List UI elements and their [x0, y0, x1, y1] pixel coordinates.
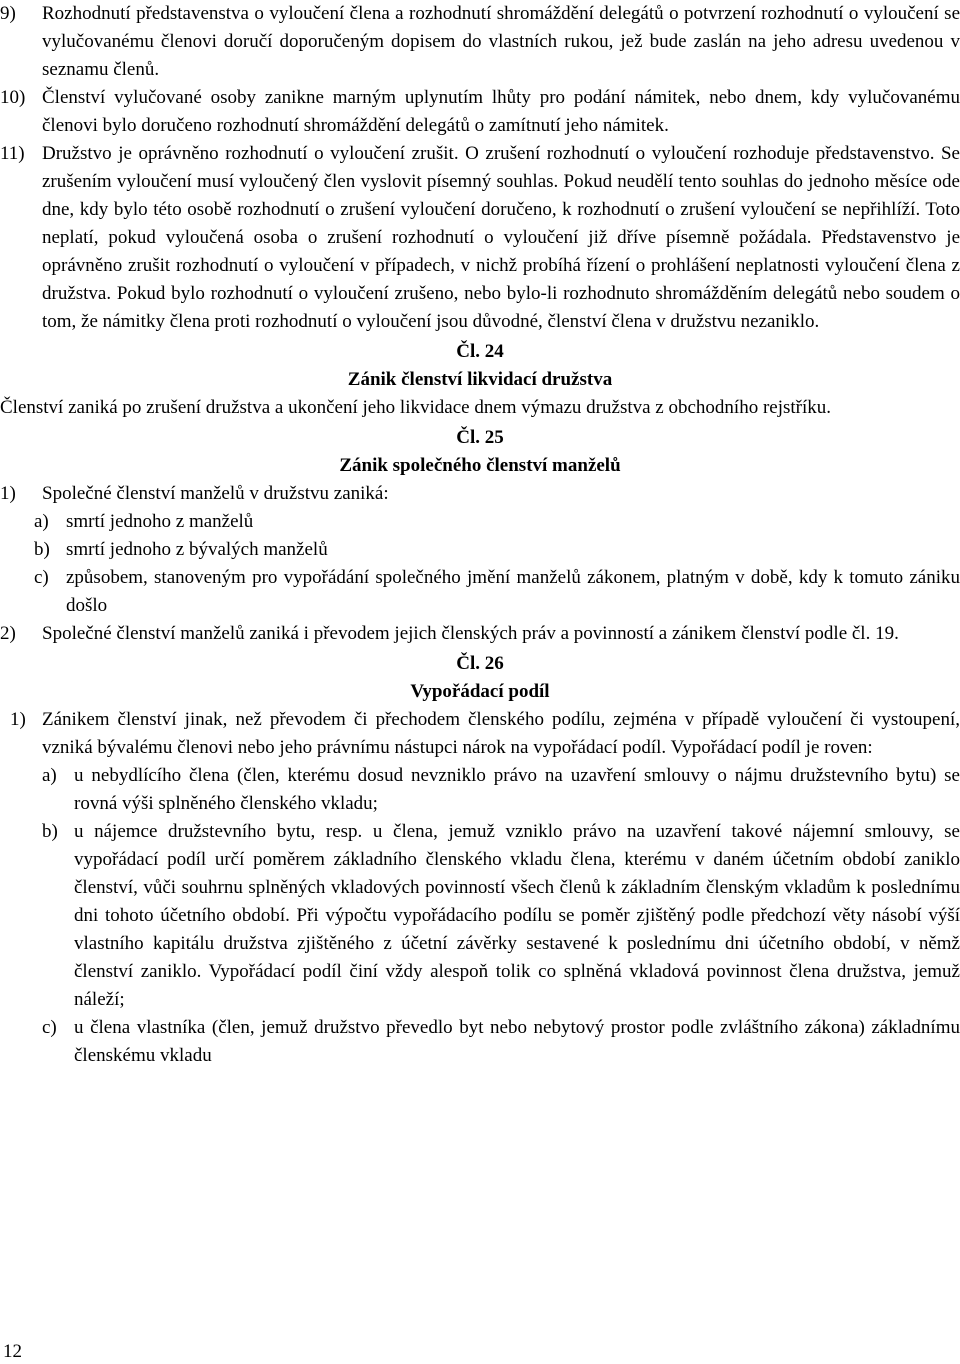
- article-25-number: Čl. 25: [456, 427, 504, 448]
- sub-text: u nebydlícího člena (člen, kterému dosud nevzniklo právo na uzavření smlouvy o nájmu družstevního bytu) se rovná výši splněného členského vkladu;: [74, 765, 960, 814]
- sub-text: smrtí jednoho z manželů: [66, 511, 254, 532]
- item-text: Členství vylučované osoby zanikne marným uplynutím lhůty pro podání námitek, nebo dnem, kdy vylučovanému členovi bylo doručeno rozhodnutí shromáždění delegátů o zamítnutí jeho námitek.: [42, 87, 960, 136]
- article-24-title: Zánik členství likvidací družstva: [347, 369, 613, 390]
- item-text: Společné členství manželů v družstvu zaniká:: [42, 483, 389, 504]
- sub-letter: b): [34, 539, 50, 560]
- sub-letter: c): [42, 1017, 57, 1038]
- sub-letter: c): [34, 567, 49, 588]
- item-11: [0, 140, 960, 336]
- article-25-sub-b: [34, 536, 960, 564]
- article-24-number: Čl. 24: [456, 341, 504, 362]
- article-25-item-1: [0, 480, 960, 508]
- sub-text: způsobem, stanoveným pro vypořádání společného jmění manželů zákonem, platným v době, kdy k tomuto zániku došlo: [66, 567, 960, 616]
- article-24-text: Členství zaniká po zrušení družstva a ukončení jeho likvidace dnem výmazu družstva z obchodního rejstříku.: [0, 397, 832, 418]
- article-25-item-2: [0, 620, 960, 648]
- item-text: Družstvo je oprávněno rozhodnutí o vyloučení zrušit. O zrušení rozhodnutí o vyloučení rozhoduje představenstvo. Se zrušením vyloučení musí vyloučený člen vyslovit písemný souhlas. Pokud neudělí tento souhlas do jednoho měsíce ode dne, kdy bylo této osobě rozhodnutí o zrušení vyloučení doručeno, k rozhodnutí o zrušení vyloučení se nepřihlíží. Toto neplatí, pokud vyloučená osoba o zrušení rozhodnutí o vyloučení již dříve písemně požádala. Představenstvo je oprávněno zrušit rozhodnutí o vyloučení v případech, v nichž probíhá řízení o prohlášení neplatnosti vyloučení člena z družstva. Pokud bylo rozhodnutí o vyloučení zrušeno, nebo bylo-li rozhodnuto shromážděním delegátů nebo soudem o tom, že námitky člena proti rozhodnutí o vyloučení jsou důvodné, členství člena v družstvu nezaniklo.: [42, 143, 960, 332]
- article-25-sub-c: [34, 564, 960, 620]
- item-text: Zánikem členství jinak, než převodem či přechodem členského podílu, zejména v případě vyloučení či vystoupení, vzniká bývalému členovi nebo jeho právnímu nástupci nárok na vypořádací podíl. Vypořádací podíl je roven:: [42, 709, 960, 758]
- item-text: Rozhodnutí představenstva o vyloučení člena a rozhodnutí shromáždění delegátů o potvrzení rozhodnutí o vyloučení se vylučovanému členovi doručí doporučeným dopisem do vlastních rukou, jež bude zaslán na jeho adresu uvedenou v seznamu členů.: [42, 3, 960, 80]
- item-text: Společné členství manželů zaniká i převodem jejich členských práv a povinností a zánikem členství podle čl. 19.: [42, 623, 899, 644]
- item-number: 2): [0, 623, 16, 644]
- item-number: 11): [0, 143, 25, 164]
- sub-letter: a): [42, 765, 57, 786]
- item-9: [0, 0, 960, 84]
- sub-text: smrtí jednoho z bývalých manželů: [66, 539, 328, 560]
- article-25-sub-a: [34, 508, 960, 536]
- sub-text: u člena vlastníka (člen, jemuž družstvo převedlo byt nebo nebytový prostor podle zvláštního zákona) základnímu členskému vkladu: [74, 1017, 960, 1066]
- article-26-sub-b: [42, 818, 960, 1014]
- item-number: 1): [10, 709, 26, 730]
- article-25-title: Zánik společného členství manželů: [339, 455, 621, 476]
- item-number: 9): [0, 3, 16, 24]
- article-26-item-1: [0, 706, 960, 762]
- article-26-sub-c: [42, 1014, 960, 1070]
- article-26-sub-a: [42, 762, 960, 818]
- article-26-title: Vypořádací podíl: [410, 681, 550, 702]
- article-26-number: Čl. 26: [456, 653, 504, 674]
- item-number: 1): [0, 483, 16, 504]
- item-number: 10): [0, 87, 26, 108]
- item-10: [0, 84, 960, 140]
- sub-letter: b): [42, 821, 58, 842]
- sub-text: u nájemce družstevního bytu, resp. u člena, jemuž vzniklo právo na uzavření takové nájemní smlouvy, se vypořádací podíl určí poměrem základního členského vkladu člena, kterému v daném účetním období zaniklo členství, vůči souhrnu splněných vkladových povinností všech členů k základním členským vkladům k poslednímu dni tohoto účetního období. Při výpočtu vypořádacího podílu se poměr zjištěný podle předchozí věty násobí výší vlastního kapitálu družstva zjištěného z účetní závěrky sestavené k poslednímu dni účetního období, v němž členství zaniklo. Vypořádací podíl činí vždy alespoň tolik co splněná vkladová povinnost člena družstva, jemuž náleží;: [74, 821, 960, 1010]
- sub-letter: a): [34, 511, 49, 532]
- page-number: 12: [3, 1341, 22, 1362]
